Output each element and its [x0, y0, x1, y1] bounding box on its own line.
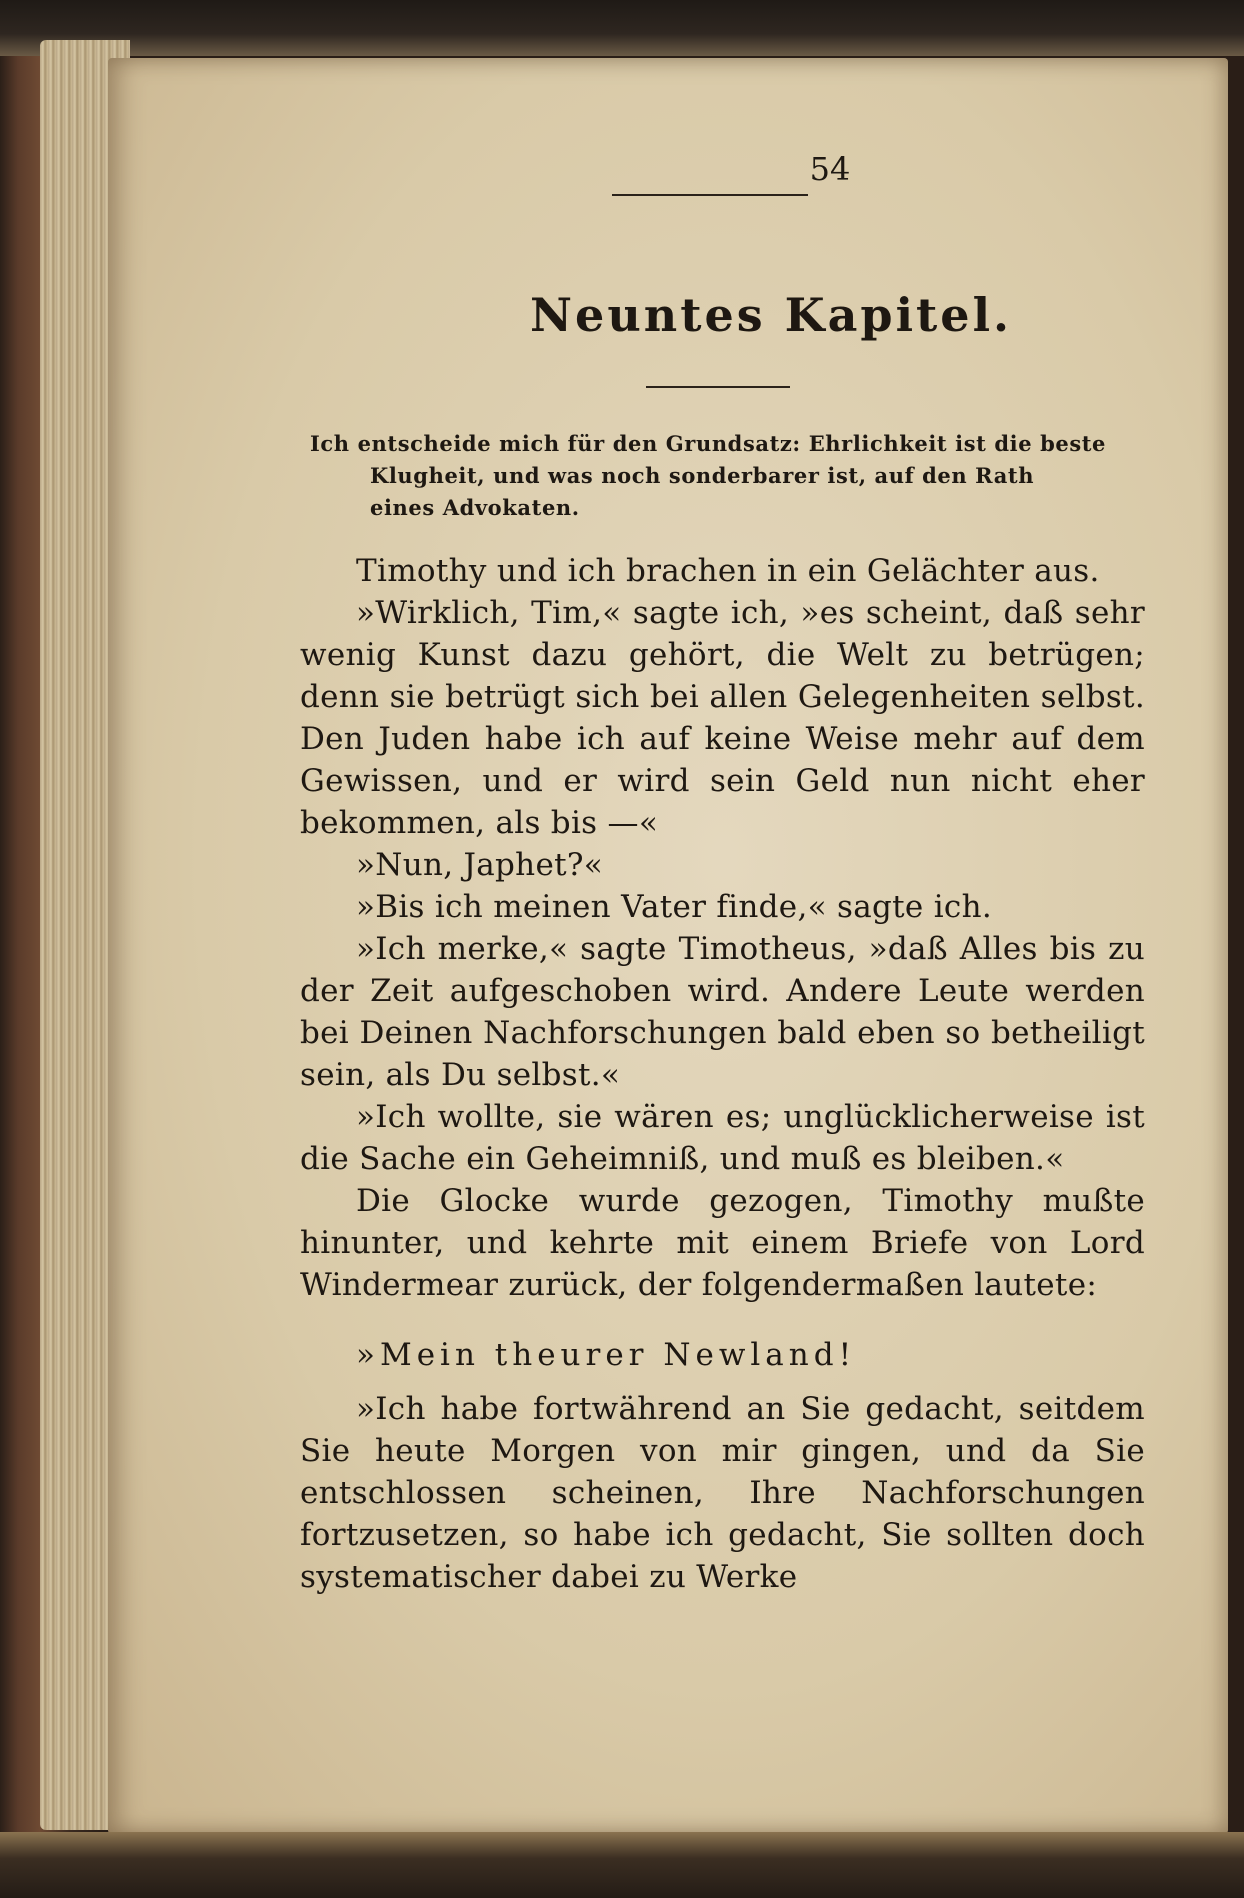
letter-salutation: »Mein theurer Newland! [356, 1337, 857, 1373]
body-text [300, 550, 1145, 1598]
paragraph-3: »Nun, Japhet?« [356, 847, 604, 883]
paragraph-5: »Ich merke,« sagte Timotheus, »daß Alles bis zu der Zeit aufgeschoben wird. Andere Leute werden bei Deinen Nachforschungen bald eben so betheiligt sein, als Du selbst.« [300, 931, 1145, 1093]
paragraph-7: Die Glocke wurde gezogen, Timothy mußte hinunter, und kehrte mit einem Briefe von Lord Windermear zurück, der folgendermaßen lautete: [300, 1183, 1145, 1303]
book-bottom-edge [0, 1832, 1244, 1898]
paragraph-4: »Bis ich meinen Vater finde,« sagte ich. [356, 889, 993, 925]
header-rule [612, 194, 808, 196]
summary-line-2: Klugheit, und was noch sonderbarer ist, auf den Rath [370, 463, 1035, 488]
paragraph-2: »Wirklich, Tim,« sagte ich, »es scheint, daß sehr wenig Kunst dazu gehört, die Welt zu betrügen; denn sie betrügt sich bei allen Gelegenheiten selbst. Den Juden habe ich auf keine Weise mehr auf dem Gewissen, und er wird sein Geld nun nicht eher bekommen, als bis —« [300, 595, 1145, 841]
page-number: 54 [809, 150, 851, 188]
letter-body: »Ich habe fortwährend an Sie gedacht, seitdem Sie heute Morgen von mir gingen, und da Sie entschlossen scheinen, Ihre Nachforschungen fortzusetzen, so habe ich gedacht, Sie sollten doch systematischer dabei zu Werke [300, 1391, 1145, 1595]
summary-line-1: Ich entscheide mich für den Grundsatz: Ehrlichkeit ist die beste [310, 431, 1107, 456]
paragraph-1: Timothy und ich brachen in ein Gelächter aus. [356, 553, 1100, 589]
paragraph-6: »Ich wollte, sie wären es; unglücklicherweise ist die Sache ein Geheimniß, und muß es bleiben.« [300, 1099, 1145, 1177]
summary-line-3: eines Advokaten. [370, 495, 580, 520]
page-content [300, 140, 1145, 1598]
book-top-edge [0, 0, 1244, 56]
title-rule [646, 386, 790, 388]
chapter-title: Neuntes Kapitel. [530, 288, 1013, 342]
chapter-summary [310, 428, 1145, 524]
